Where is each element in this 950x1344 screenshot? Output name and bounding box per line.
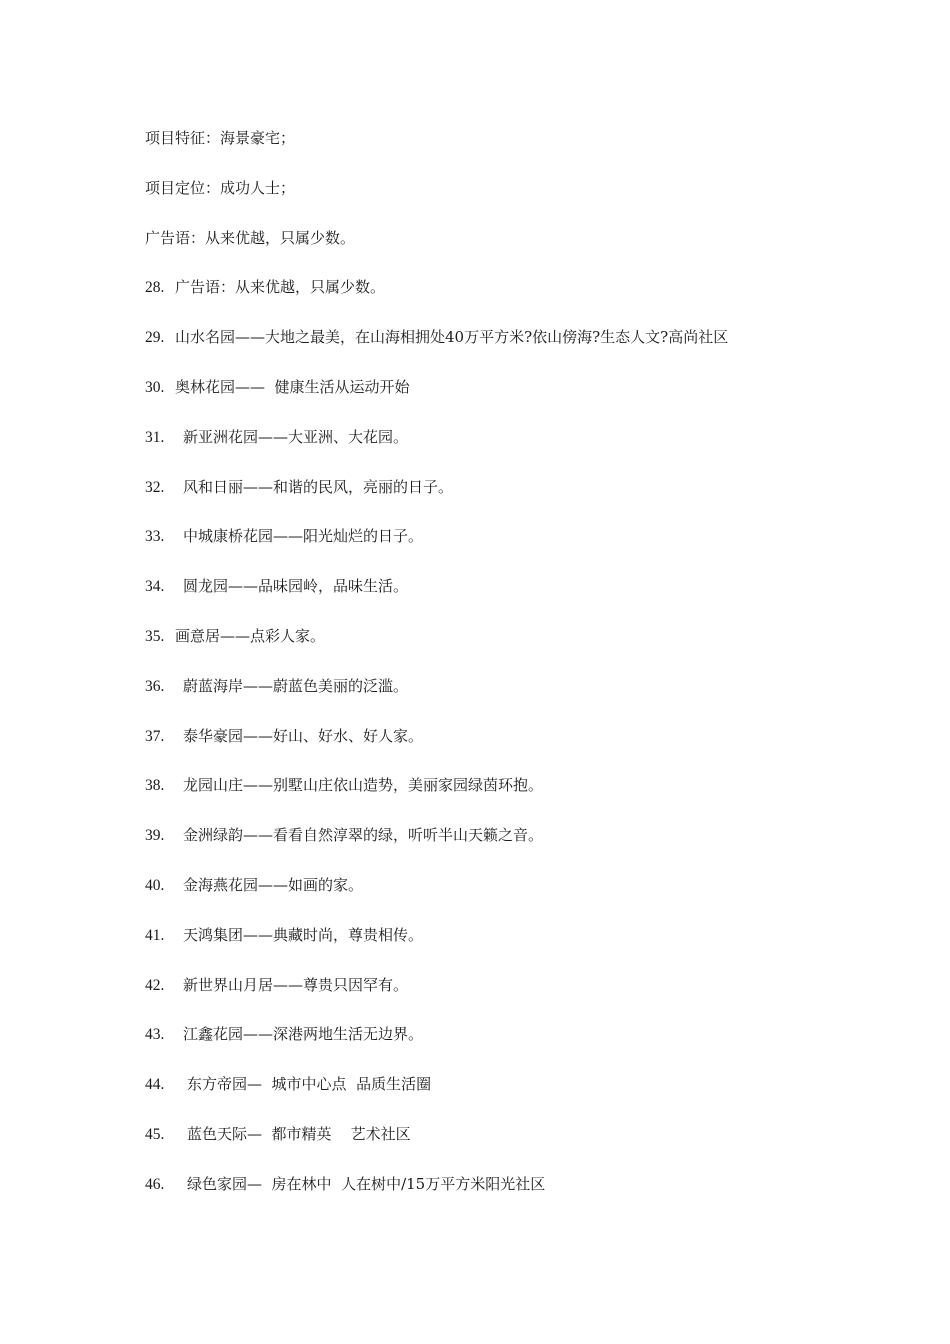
list-item xyxy=(145,923,905,947)
list-item-number: 44. xyxy=(145,1076,165,1094)
slogan-text: 广告语：从来优越，只属少数。 xyxy=(145,228,356,247)
list-item xyxy=(145,674,905,698)
list-item xyxy=(145,1122,905,1146)
list-item-number: 41. xyxy=(145,926,165,944)
list-item xyxy=(145,873,905,897)
list-item xyxy=(145,773,905,797)
list-item-text: 金海燕花园——如画的家。 xyxy=(183,875,364,894)
list-item-text: 广告语：从来优越，只属少数。 xyxy=(175,278,386,297)
document-body xyxy=(145,126,905,1222)
list-item-text: 蔚蓝海岸——蔚蓝色美丽的泛滥。 xyxy=(183,676,409,695)
list-item-number: 29. xyxy=(145,329,165,347)
list-item xyxy=(145,375,905,399)
list-item xyxy=(145,1072,905,1096)
list-item-number: 45. xyxy=(145,1125,165,1143)
list-item-number: 40. xyxy=(145,876,165,894)
list-item-number: 39. xyxy=(145,827,165,845)
list-item xyxy=(145,724,905,748)
project-feature-text: 项目特征：海景豪宅； xyxy=(145,129,296,147)
list-item xyxy=(145,275,905,299)
list-item-number: 36. xyxy=(145,677,165,695)
list-item-number: 28. xyxy=(145,279,165,297)
project-positioning-line xyxy=(145,176,905,200)
slogan-line xyxy=(145,226,905,250)
list-item-number: 32. xyxy=(145,478,165,496)
list-item-text: 金洲绿韵——看看自然淳翠的绿，听听半山天籁之音。 xyxy=(183,826,544,845)
list-item-number: 46. xyxy=(145,1175,165,1193)
list-item xyxy=(145,823,905,847)
list-item xyxy=(145,1172,905,1196)
project-positioning-text: 项目定位：成功人士； xyxy=(145,178,296,197)
list-item xyxy=(145,475,905,499)
list-item-number: 33. xyxy=(145,528,165,546)
list-item-text: 蓝色天际— 都市精英 艺术社区 xyxy=(187,1124,411,1143)
list-item-text: 中城康桥花园——阳光灿烂的日子。 xyxy=(183,527,424,546)
list-item-text: 天鸿集团——典藏时尚，尊贵相传。 xyxy=(183,925,424,944)
list-item-text: 东方帝园— 城市中心点 品质生活圈 xyxy=(187,1075,432,1094)
list-item-number: 34. xyxy=(145,578,165,596)
list-item-text: 画意居——点彩人家。 xyxy=(175,626,326,645)
list-item xyxy=(145,524,905,548)
list-item-number: 30. xyxy=(145,378,165,396)
project-feature-line xyxy=(145,126,905,150)
list-item-text: 龙园山庄——别墅山庄依山造势，美丽家园绿茵环抱。 xyxy=(183,776,544,795)
list-item-text: 山水名园——大地之最美，在山海相拥处40万平方米?依山傍海?生态人文?高尚社区 xyxy=(175,328,729,347)
list-item-text: 绿色家园— 房在林中 人在树中/15万平方米阳光社区 xyxy=(187,1174,546,1193)
list-item-number: 43. xyxy=(145,1026,165,1044)
list-item-text: 江鑫花园——深港两地生活无边界。 xyxy=(183,1025,424,1044)
list-item-number: 31. xyxy=(145,428,165,446)
list-item-number: 35. xyxy=(145,627,165,645)
list-item xyxy=(145,425,905,449)
list-item-text: 奥林花园—— 健康生活从运动开始 xyxy=(175,377,410,396)
list-item-text: 风和日丽——和谐的民风，亮丽的日子。 xyxy=(183,477,454,496)
list-item-text: 圆龙园——品味园岭，品味生活。 xyxy=(183,577,409,596)
list-item xyxy=(145,973,905,997)
list-item xyxy=(145,325,905,349)
list-item-text: 新亚洲花园——大亚洲、大花园。 xyxy=(183,427,409,446)
list-item xyxy=(145,574,905,598)
list-item-number: 38. xyxy=(145,777,165,795)
list-item-number: 37. xyxy=(145,727,165,745)
list-item-number: 42. xyxy=(145,976,165,994)
list-item xyxy=(145,624,905,648)
list-item xyxy=(145,1022,905,1046)
list-item-text: 泰华豪园——好山、好水、好人家。 xyxy=(183,726,424,745)
list-item-text: 新世界山月居——尊贵只因罕有。 xyxy=(183,975,409,994)
